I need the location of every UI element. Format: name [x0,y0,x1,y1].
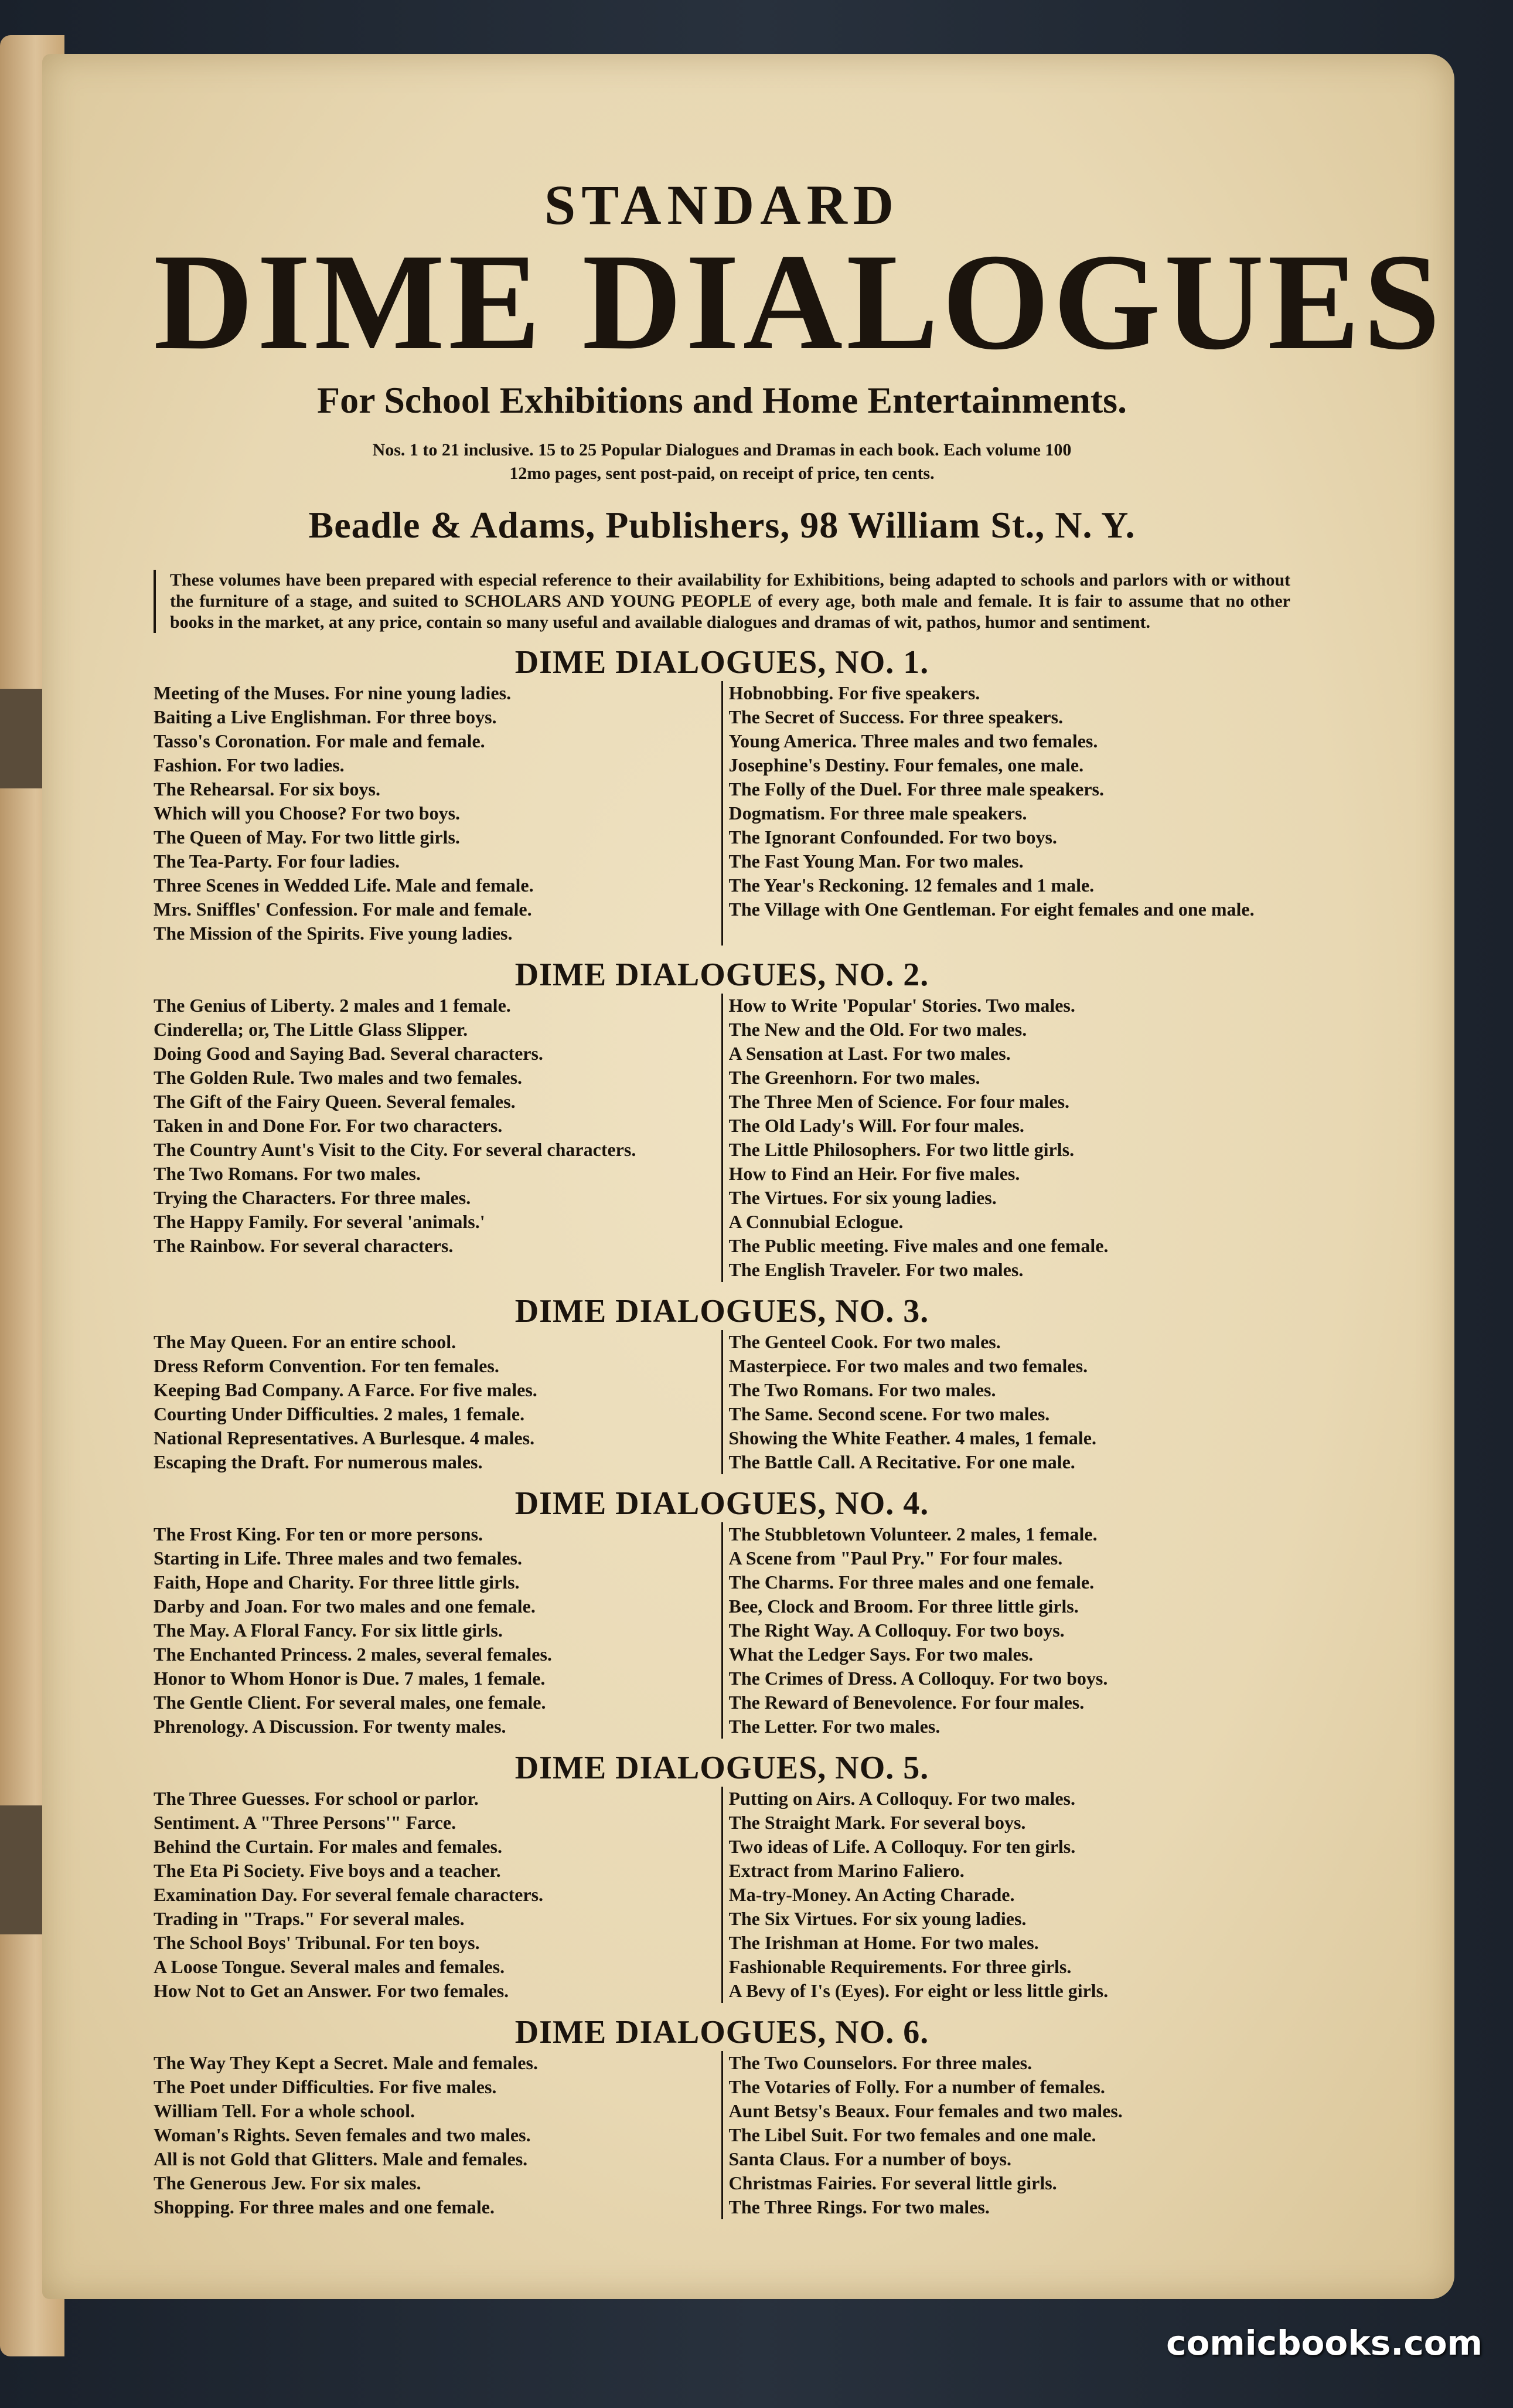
header-title: DIME DIALOGUES [154,226,1444,379]
dialogue-entry: The Genius of Liberty. 2 males and 1 female. [154,995,511,1016]
volume-columns [154,1330,1290,1474]
dialogue-entry: The Tea-Party. For four ladies. [154,851,400,872]
dialogue-entry: Santa Claus. For a number of boys. [728,2148,1011,2169]
dialogue-entry: Cinderella; or, The Little Glass Slipper. [154,1019,468,1040]
dialogue-entry: The Rehearsal. For six boys. [154,778,380,800]
dialogue-entry: Escaping the Draft. For numerous males. [154,1451,483,1472]
dialogue-entry: Courting Under Difficulties. 2 males, 1 female. [154,1403,525,1424]
dialogue-entry: Fashion. For two ladies. [154,754,345,776]
dialogue-entry: The Golden Rule. Two males and two females. [154,1067,523,1088]
dialogue-entry: The Public meeting. Five males and one female. [728,1235,1109,1256]
dialogue-entry: Darby and Joan. For two males and one female. [154,1596,536,1617]
dialogue-entry: The Rainbow. For several characters. [154,1235,454,1256]
dialogue-entry: Starting in Life. Three males and two females. [154,1547,522,1569]
dialogue-entry: Doing Good and Saying Bad. Several characters. [154,1043,543,1064]
dialogue-entry: How Not to Get an Answer. For two females. [154,1980,509,2001]
dialogue-entry: Sentiment. A "Three Persons'" Farce. [154,1812,456,1833]
dialogue-entry: The Crimes of Dress. A Colloquy. For two boys. [728,1668,1108,1689]
dialogue-entry: The Mission of the Spirits. Five young ladies. [154,923,513,944]
dialogue-entry: The Poet under Difficulties. For five males. [154,2076,497,2097]
dialogue-entry: The Greenhorn. For two males. [728,1067,980,1088]
dialogue-entry: The Happy Family. For several 'animals.' [154,1211,485,1232]
dialogue-entry: Tasso's Coronation. For male and female. [154,730,485,751]
dialogue-entry: What the Ledger Says. For two males. [728,1644,1034,1665]
dialogue-entry: Bee, Clock and Broom. For three little girls. [728,1596,1079,1617]
dialogue-entry: The Straight Mark. For several boys. [728,1812,1026,1833]
dialogue-entry: William Tell. For a whole school. [154,2100,415,2121]
dialogue-entry: The Two Counselors. For three males. [728,2052,1032,2073]
dialogue-entry: Mrs. Sniffles' Confession. For male and female. [154,899,532,920]
dialogue-entry: Aunt Betsy's Beaux. Four females and two males. [728,2100,1123,2121]
dialogue-entry: The Gift of the Fairy Queen. Several females. [154,1091,516,1112]
dialogue-entry: The Frost King. For ten or more persons. [154,1523,483,1545]
volume-heading: DIME DIALOGUES, NO. 4. [514,1485,929,1522]
dialogue-entry: The Secret of Success. For three speakers. [728,706,1064,727]
dialogue-entry: Young America. Three males and two females. [728,730,1098,751]
dialogue-entry: The Votaries of Folly. For a number of females. [728,2076,1105,2097]
volume-column-left [154,681,723,945]
header-volume-info-2: 12mo pages, sent post-paid, on receipt of price, ten cents. [509,464,935,483]
dialogue-entry: The Three Men of Science. For four males. [728,1091,1070,1112]
dialogue-entry: The Libel Suit. For two females and one male. [728,2124,1096,2145]
volume-columns [154,2051,1290,2219]
volume-column-right [723,1522,1291,1739]
dialogue-entry: Extract from Marino Faliero. [728,1860,965,1881]
dialogue-entry: The Six Virtues. For six young ladies. [728,1908,1027,1929]
dialogue-entry: The Letter. For two males. [728,1716,940,1737]
dialogue-entry: The Generous Jew. For six males. [154,2172,421,2193]
dialogue-entry: Fashionable Requirements. For three girls. [728,1956,1072,1977]
dialogue-entry: Meeting of the Muses. For nine young ladies. [154,682,512,703]
dialogue-entry: Christmas Fairies. For several little girls. [728,2172,1057,2193]
dialogue-entry: Trading in "Traps." For several males. [154,1908,465,1929]
dialogue-entry: Which will you Choose? For two boys. [154,802,461,824]
dialogue-entry: The Fast Young Man. For two males. [728,851,1024,872]
dialogue-entry: The Little Philosophers. For two little girls. [728,1139,1075,1160]
volume-column-left [154,1787,723,2003]
dialogue-entry: The Village with One Gentleman. For eight females and one male. [728,899,1255,920]
dialogue-entry: Baiting a Live Englishman. For three boys. [154,706,497,727]
volume-columns [154,994,1290,1282]
dialogue-entry: Two ideas of Life. A Colloquy. For ten girls. [728,1836,1076,1857]
dialogue-entry: Taken in and Done For. For two characters. [154,1115,503,1136]
dialogue-entry: Dress Reform Convention. For ten females. [154,1355,499,1376]
volume-column-right [723,681,1291,945]
dialogue-entry: Examination Day. For several female characters. [154,1884,544,1905]
volume-heading: DIME DIALOGUES, NO. 2. [514,957,929,993]
dialogue-entry: Josephine's Destiny. Four females, one male. [728,754,1084,776]
dialogue-entry: The School Boys' Tribunal. For ten boys. [154,1932,480,1953]
dialogue-entry: Three Scenes in Wedded Life. Male and female. [154,875,534,896]
volume-column-right [723,1330,1291,1474]
dialogue-entry: Masterpiece. For two males and two females. [728,1355,1088,1376]
dialogue-entry: A Sensation at Last. For two males. [728,1043,1011,1064]
dialogue-entry: The Folly of the Duel. For three male speakers. [728,778,1104,800]
dialogue-entry: The Way They Kept a Secret. Male and females. [154,2052,538,2073]
header-standard: STANDARD [544,174,900,236]
dialogue-entry: How to Write 'Popular' Stories. Two males. [728,995,1075,1016]
volume-column-right [723,2051,1291,2219]
dialogue-entry: The Gentle Client. For several males, one female. [154,1692,546,1713]
volume-column-left [154,1330,723,1474]
dialogue-entry: The Enchanted Princess. 2 males, several females. [154,1644,552,1665]
dialogue-entry: Shopping. For three males and one female. [154,2196,495,2217]
dialogue-entry: All is not Gold that Glitters. Male and females. [154,2148,528,2169]
dialogue-entry: The Queen of May. For two little girls. [154,827,460,848]
dialogue-entry: National Representatives. A Burlesque. 4 males. [154,1427,535,1448]
dialogue-entry: Keeping Bad Company. A Farce. For five males. [154,1379,537,1400]
dialogue-entry: The Country Aunt's Visit to the City. For several characters. [154,1139,636,1160]
dialogue-entry: The Year's Reckoning. 12 females and 1 male. [728,875,1095,896]
dialogue-entry: Behind the Curtain. For males and females. [154,1836,502,1857]
watermark: comicbooks.com [1166,2323,1483,2363]
dialogue-entry: The Right Way. A Colloquy. For two boys. [728,1620,1065,1641]
dialogue-entry: The Stubbletown Volunteer. 2 males, 1 female. [728,1523,1098,1545]
dialogue-entry: A Connubial Eclogue. [728,1211,904,1232]
dialogue-entry: The Virtues. For six young ladies. [728,1187,997,1208]
dialogue-entry: The Battle Call. A Recitative. For one male. [728,1451,1075,1472]
dialogue-entry: A Bevy of I's (Eyes). For eight or less little girls. [728,1980,1109,2001]
volume-columns [154,1522,1290,1739]
dialogue-entry: The Eta Pi Society. Five boys and a teacher. [154,1860,501,1881]
dialogue-entry: Showing the White Feather. 4 males, 1 female. [728,1427,1096,1448]
volume-column-left [154,994,723,1282]
dialogue-entry: Phrenology. A Discussion. For twenty males. [154,1716,506,1737]
volume-heading: DIME DIALOGUES, NO. 3. [514,1293,929,1329]
volume-column-left [154,1522,723,1739]
dialogue-entry: Honor to Whom Honor is Due. 7 males, 1 female. [154,1668,546,1689]
dialogue-entry: The Irishman at Home. For two males. [728,1932,1039,1953]
volume-columns [154,1787,1290,2003]
dialogue-entry: How to Find an Heir. For five males. [728,1163,1020,1184]
header-publisher: Beadle & Adams, Publishers, 98 William St., N. Y. [308,504,1136,546]
volume-heading: DIME DIALOGUES, NO. 5. [514,1750,929,1786]
dialogue-entry: The May. A Floral Fancy. For six little girls. [154,1620,503,1641]
dialogue-entry: The Reward of Benevolence. For four males. [728,1692,1085,1713]
header-volume-info-1: Nos. 1 to 21 inclusive. 15 to 25 Popular Dialogues and Dramas in each book. Each volume 100 [372,440,1072,460]
dialogue-entry: The English Traveler. For two males. [728,1259,1024,1280]
dialogue-entry: The May Queen. For an entire school. [154,1331,456,1352]
volume-column-right [723,1787,1291,2003]
dialogue-entry: The Two Romans. For two males. [154,1163,421,1184]
header-subtitle: For School Exhibitions and Home Entertainments. [316,379,1127,421]
dialogue-entry: The Charms. For three males and one female. [728,1572,1095,1593]
page-content [154,174,1444,2219]
volume-columns [154,681,1290,945]
dialogue-entry: The New and the Old. For two males. [728,1019,1027,1040]
dialogue-entry: Dogmatism. For three male speakers. [728,802,1027,824]
dialogue-entry: The Three Rings. For two males. [728,2196,990,2217]
dialogue-entry: Trying the Characters. For three males. [154,1187,471,1208]
dialogue-entry: A Loose Tongue. Several males and females. [154,1956,505,1977]
dialogue-entry: Putting on Airs. A Colloquy. For two males. [728,1788,1075,1809]
dialogue-entry: A Scene from "Paul Pry." For four males. [728,1547,1063,1569]
dialogue-entry: The Three Guesses. For school or parlor. [154,1788,479,1809]
dialogue-entry: Woman's Rights. Seven females and two males. [154,2124,531,2145]
intro-paragraph: These volumes have been prepared with especial reference to their availability for Exhibitions, being adapted to schools and parlors with or without the furniture of a stage, and suited to SCHOLARS AND YOUNG PEOPLE of every age, both male and female. It is fair to assume that no other books in the market, at any price, contain so many useful and available dialogues and dramas of wit, pathos, humor and sentiment. [154,570,1290,633]
dialogue-entry: Ma-try-Money. An Acting Charade. [728,1884,1015,1905]
dialogue-entry: The Same. Second scene. For two males. [728,1403,1050,1424]
volume-column-right [723,994,1291,1282]
dialogue-entry: Hobnobbing. For five speakers. [728,682,980,703]
volume-heading: DIME DIALOGUES, NO. 6. [514,2014,929,2050]
volume-list [154,644,1290,2219]
dialogue-entry: Faith, Hope and Charity. For three little girls. [154,1572,520,1593]
volume-heading: DIME DIALOGUES, NO. 1. [514,644,929,681]
dialogue-entry: The Two Romans. For two males. [728,1379,996,1400]
dialogue-entry: The Old Lady's Will. For four males. [728,1115,1024,1136]
volume-column-left [154,2051,723,2219]
dialogue-entry: The Genteel Cook. For two males. [728,1331,1001,1352]
dialogue-entry: The Ignorant Confounded. For two boys. [728,827,1057,848]
